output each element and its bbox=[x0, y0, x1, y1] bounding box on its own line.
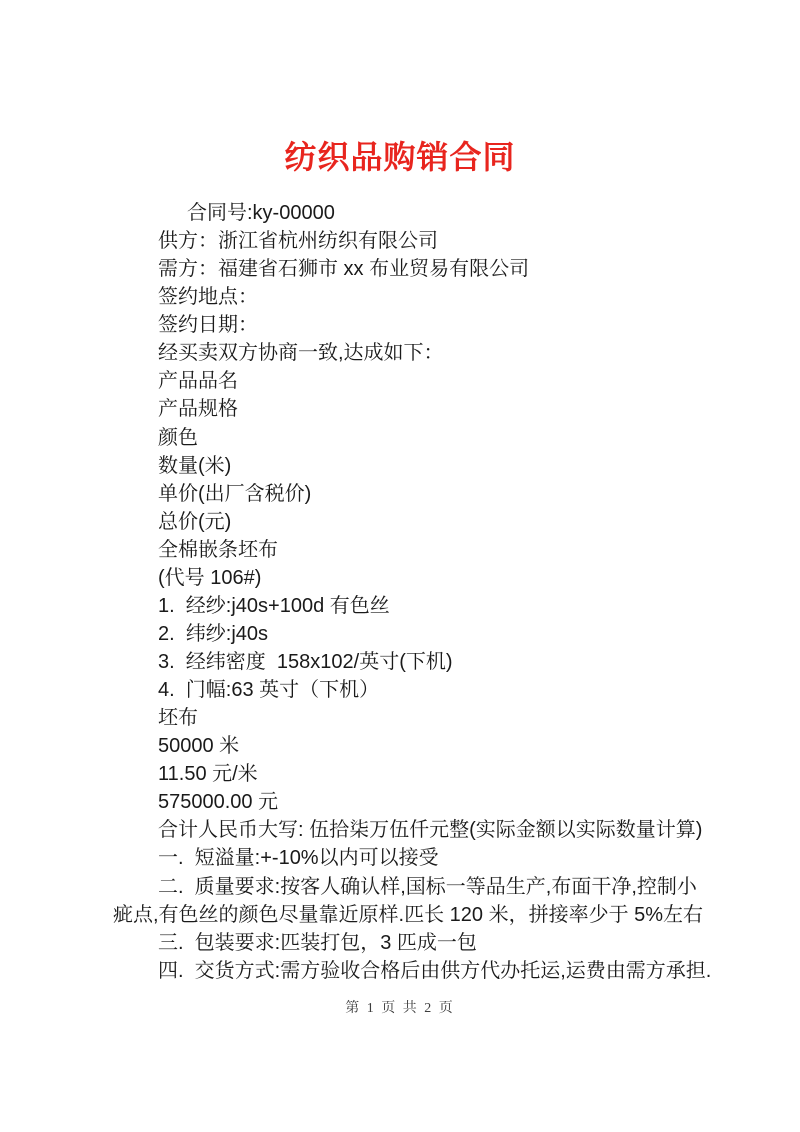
document-body bbox=[113, 199, 800, 985]
contract-line-1: 合同号:ky-00000 bbox=[187, 202, 335, 224]
contract-line-9: 颜色 bbox=[158, 426, 198, 449]
contract-line-20: 50000 米 bbox=[158, 735, 240, 758]
contract-line-25: 二. 质量要求:按客人确认样,国标一等品生产,布面干净,控制小 bbox=[158, 875, 697, 898]
contract-line-26: 疵点,有色丝的颜色尽量靠近原样.匹长 120 米，拼接率少于 5%左右 bbox=[113, 903, 704, 926]
document-title: 纺织品购销合同 bbox=[284, 139, 516, 175]
contract-line-3: 需方：福建省石狮市 xx 布业贸易有限公司 bbox=[158, 258, 530, 281]
contract-line-2: 供方：浙江省杭州纺织有限公司 bbox=[158, 230, 438, 253]
contract-line-17: 3. 经纬密度 158x102/英寸(下机) bbox=[158, 651, 453, 673]
page-number-footer: 第 1 页 共 2 页 bbox=[345, 1001, 455, 1016]
contract-line-11: 单价(出厂含税价) bbox=[158, 482, 312, 505]
contract-line-24: 一. 短溢量:+-10%以内可以接受 bbox=[158, 847, 439, 870]
contract-line-5: 签约日期： bbox=[158, 314, 258, 337]
contract-line-10: 数量(米) bbox=[158, 454, 232, 477]
contract-line-13: 全棉嵌条坯布 bbox=[158, 538, 278, 561]
contract-line-7: 产品品名 bbox=[158, 370, 238, 393]
contract-line-21: 11.50 元/米 bbox=[158, 763, 258, 786]
contract-line-6: 经买卖双方协商一致,达成如下： bbox=[158, 342, 444, 365]
contract-line-12: 总价(元) bbox=[158, 510, 232, 533]
contract-line-23: 合计人民币大写: 伍拾柒万伍仟元整(实际金额以实际数量计算) bbox=[158, 819, 703, 842]
contract-line-4: 签约地点： bbox=[158, 286, 258, 309]
contract-line-8: 产品规格 bbox=[158, 398, 238, 421]
contract-line-16: 2. 纬纱:j40s bbox=[158, 622, 269, 645]
contract-line-19: 坯布 bbox=[158, 707, 198, 730]
contract-line-27: 三. 包装要求:匹装打包，3 匹成一包 bbox=[158, 931, 477, 954]
contract-line-14: (代号 106#) bbox=[158, 566, 262, 589]
contract-line-18: 4. 门幅:63 英寸（下机） bbox=[158, 679, 380, 702]
contract-line-28: 四. 交货方式:需方验收合格后由供方代办托运,运费由需方承担. bbox=[158, 959, 712, 982]
contract-line-15: 1. 经纱:j40s+100d 有色丝 bbox=[158, 594, 390, 617]
contract-line-22: 575000.00 元 bbox=[158, 791, 279, 814]
